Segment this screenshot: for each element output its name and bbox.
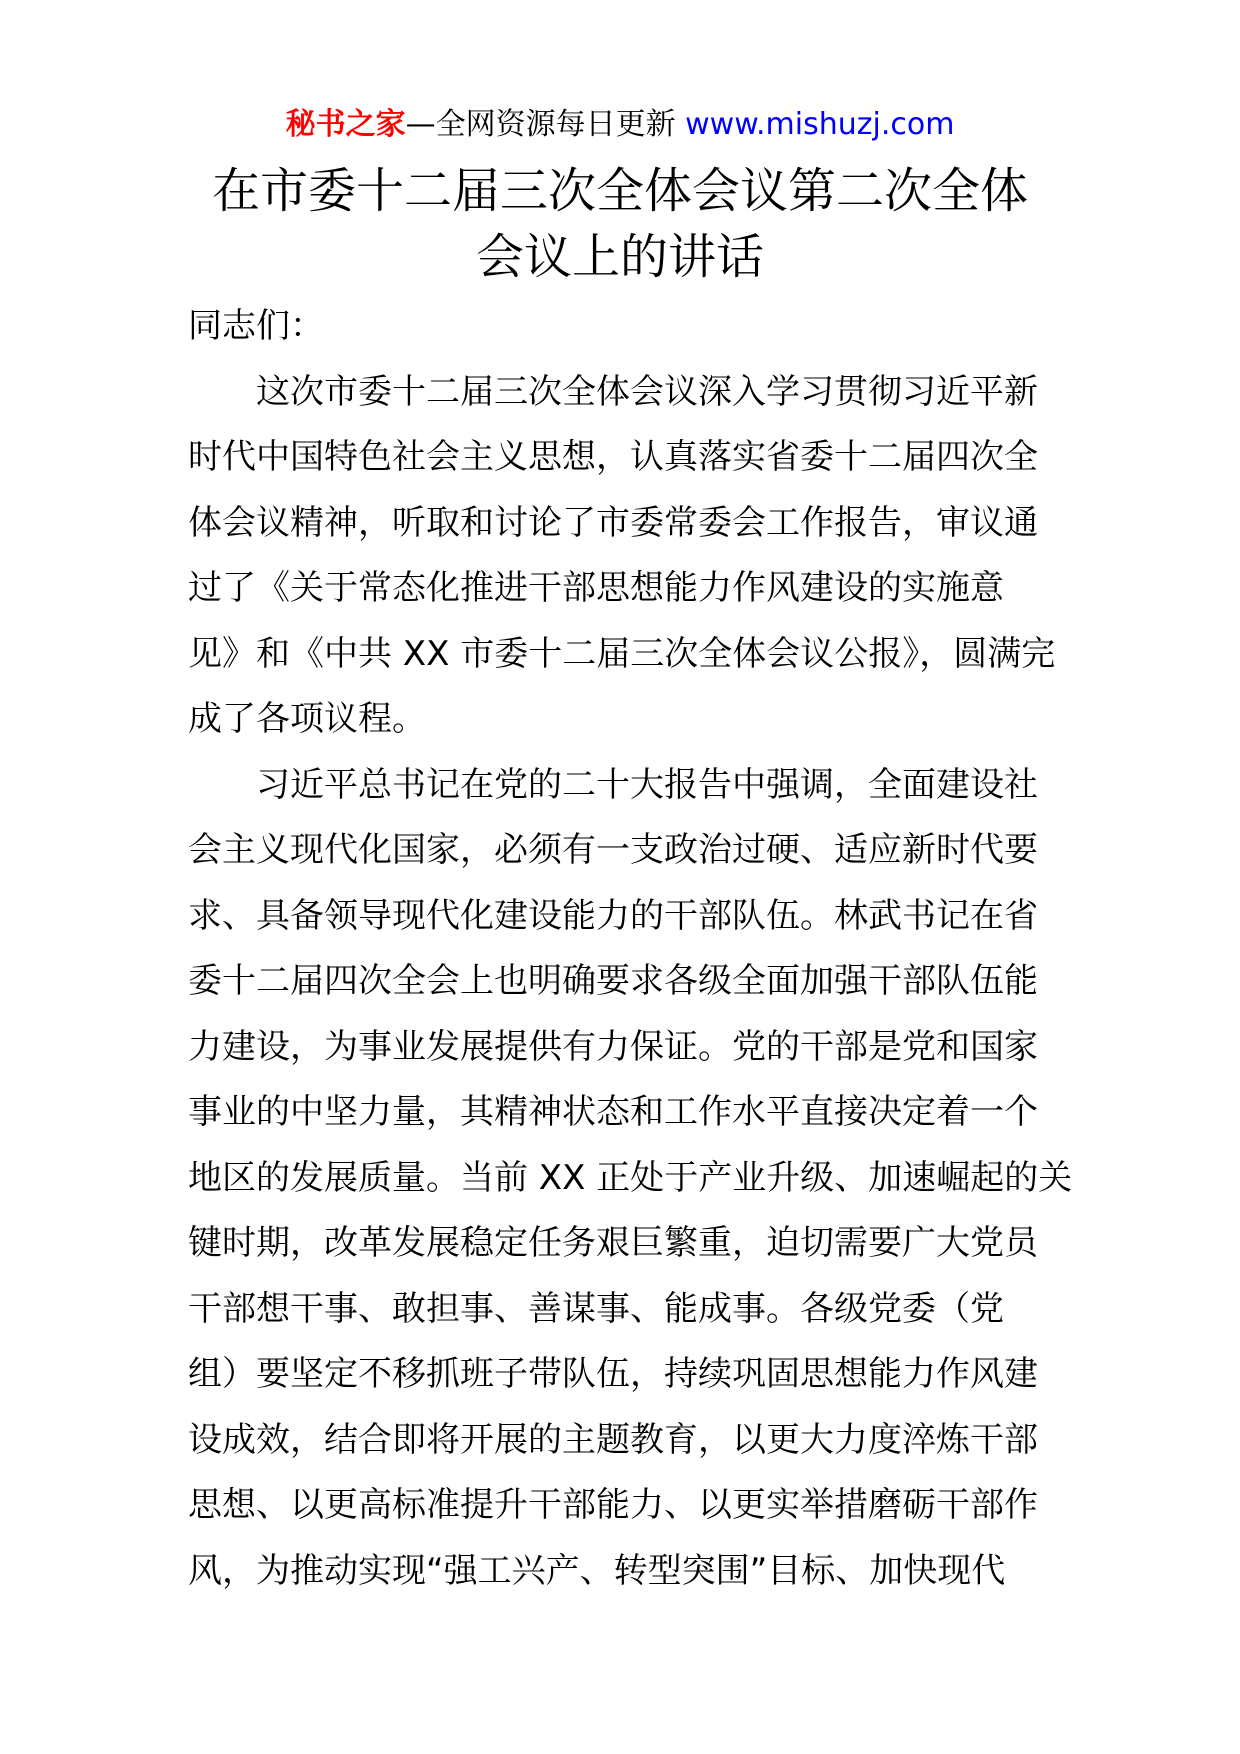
paragraph-line: 过了《关于常态化推进干部思想能力作风建设的实施意	[188, 568, 1004, 608]
paragraph-line: 地区的发展质量。当前 XX 正处于产业升级、加速崛起的关	[188, 1157, 1073, 1198]
paragraph-line: 组）要坚定不移抓班子带队伍，持续巩固思想能力作风建	[188, 1354, 1038, 1394]
paragraph-2	[188, 753, 1073, 1605]
paragraph-line: 时代中国特色社会主义思想，认真落实省委十二届四次全	[188, 437, 1038, 477]
title-line: 在市委十二届三次全体会议第二次全体	[211, 163, 1028, 219]
paragraph-line: 这次市委十二届三次全体会议深入学习贯彻习近平新	[256, 371, 1038, 412]
salutation: 同志们：	[188, 306, 324, 346]
paragraph-line: 键时期，改革发展稳定任务艰巨繁重，迫切需要广大党员	[188, 1223, 1038, 1263]
site-header	[0, 103, 1240, 147]
header-tagline: —全网资源每日更新	[405, 107, 686, 142]
paragraph-line: 思想、以更高标准提升干部能力、以更实举措磨砺干部作	[188, 1485, 1038, 1525]
paragraph-line: 会主义现代化国家，必须有一支政治过硬、适应新时代要	[188, 830, 1038, 870]
paragraph-line: 委十二届四次全会上也明确要求各级全面加强干部队伍能	[188, 961, 1038, 1001]
paragraph-line: 事业的中坚力量，其精神状态和工作水平直接决定着一个	[188, 1092, 1038, 1132]
title-line: 会议上的讲话	[475, 229, 764, 285]
paragraph-1	[188, 360, 1056, 753]
paragraph-line: 求、具备领导现代化建设能力的干部队伍。林武书记在省	[188, 895, 1038, 936]
paragraph-line: 风，为推动实现“强工兴产、转型突围”目标、加快现代	[188, 1550, 1006, 1591]
paragraph-line: 习近平总书记在党的二十大报告中强调，全面建设社	[256, 764, 1038, 805]
header-brand: 秘书之家	[285, 107, 406, 142]
document-body	[188, 294, 1073, 1604]
paragraph-line: 干部想干事、敢担事、善谋事、能成事。各级党委（党	[188, 1288, 1004, 1329]
paragraph-line: 力建设，为事业发展提供有力保证。党的干部是党和国家	[188, 1026, 1038, 1067]
paragraph-line: 见》和《中共 XX 市委十二届三次全体会议公报》，圆满完	[188, 633, 1056, 674]
paragraph-line: 体会议精神，听取和讨论了市委常委会工作报告，审议通	[188, 502, 1038, 543]
header-url[interactable]: www.mishuzj.com	[685, 107, 955, 142]
paragraph-line: 成了各项议程。	[188, 699, 426, 739]
document-title	[188, 158, 1052, 290]
paragraph-line: 设成效，结合即将开展的主题教育，以更大力度淬炼干部	[188, 1419, 1038, 1460]
